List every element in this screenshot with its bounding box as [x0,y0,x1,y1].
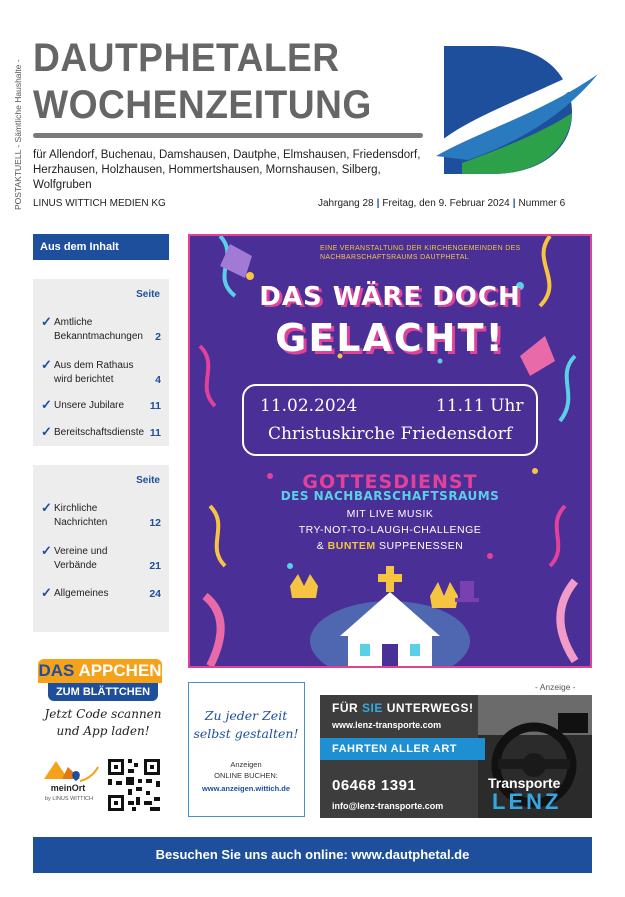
check-icon: ✓ [41,543,52,558]
side-postal-text: POSTAKTUELL - Sämtliche Haushalte - [13,59,23,210]
issue-volume: Jahrgang 28 [318,198,374,209]
contents-heading: Aus dem Inhalt [33,234,169,260]
app-call-to-action [33,706,173,740]
lenz-phone[interactable] [332,777,416,794]
lenz-phone-prefix: 06468 [332,777,377,794]
lenz-website[interactable]: www.lenz-transporte.com [332,720,442,730]
side-postal-note [2,40,23,210]
title-underline [33,133,423,138]
poster-feature-2: TRY-NOT-TO-LAUGH-CHALLENGE [298,524,482,536]
poster-feature-3 [190,540,590,552]
poster-place: Christuskirche Friedensdorf [267,424,513,444]
toc-item-label: Kirchliche Nachrichten [54,503,108,528]
poster-feature-3-highlight: BUNTEM [327,540,376,552]
page-column-label: Seite [136,289,160,300]
toc-item-label: Unsere Jubilare [54,400,125,411]
poster-organizer: EINE VERANSTALTUNG DER KIRCHENGEMEINDEN DES NACHBARSCHAFTSRAUMS DAUTPHETAL [320,245,521,261]
poster-info-box [242,384,538,456]
app-badge-prefix: DAS [38,661,75,680]
meinort-brand: meinOrt [50,783,86,793]
check-icon: ✓ [41,585,52,600]
contents-block-1 [33,279,169,446]
ad-label: - Anzeige - [535,682,576,692]
app-badge-subtitle: ZUM BLÄTTCHEN [48,683,158,701]
app-badge-word: APPCHEN [78,661,162,680]
app-cta-line1: Jetzt Code scannen [44,707,162,721]
newspaper-title-line1: DAUTPHETALER [33,36,340,80]
app-badge[interactable] [38,659,162,683]
toc-item-page: 11 [149,427,161,439]
check-icon: ✓ [41,357,52,372]
check-icon: ✓ [41,397,52,412]
toc-item-page: 4 [155,374,161,386]
lenz-headline-pre: FÜR [332,701,359,715]
towns-list [33,148,433,193]
lenz-phone-number: 1391 [380,777,417,794]
poster-service-line1: GOTTESDIENST [302,471,478,493]
issue-info [318,198,565,209]
issue-date: Freitag, den 9. Februar 2024 [382,198,510,209]
footer-website-banner[interactable]: Besuchen Sie uns auch online: www.dautphetal.de [33,837,592,873]
toc-item-page: 24 [149,588,161,600]
lenz-transport-ad[interactable] [320,695,592,818]
toc-item-label: Amtliche Bekanntmachungen [54,317,143,342]
poster-date: 11.02.2024 [260,396,358,416]
toc-item-page: 2 [155,331,161,343]
toc-item-label: Aus dem Rathaus wird berichtet [54,360,134,385]
check-icon: ✓ [41,424,52,439]
poster-title-line2: GELACHT! [275,316,505,360]
app-cta-line2: und App laden! [56,724,150,738]
lenz-brand-line1: Transporte [488,775,561,791]
publisher-name: LINUS WITTICH MEDIEN KG [33,198,166,209]
qr-code[interactable] [106,757,162,813]
lenz-brand-line2: LENZ [492,789,562,814]
toc-item-label: Bereitschaftsdienste [54,427,145,438]
lenz-headline [332,701,473,715]
dautphetal-logo [422,38,607,178]
toc-item-page: 11 [149,400,161,412]
lenz-email[interactable]: info@lenz-transporte.com [332,801,444,811]
towns-line-1: für Allendorf, Buchenau, Damshausen, Dautphe, Elmshausen, Friedensdorf, [33,149,421,161]
issue-number: Nummer 6 [518,198,566,209]
contents-block-2 [33,465,169,632]
poster-feature-3-suffix: SUPPENESSEN [379,540,464,552]
selfad-label: Anzeigen [230,760,262,769]
poster-title-line1: DAS WÄRE DOCH [259,282,521,312]
lenz-service-banner: FAHRTEN ALLER ART [320,738,485,760]
poster-service-line2: DES NACHBARSCHAFTSRAUMS [280,489,500,503]
toc-item-label: Allgemeines [54,588,109,599]
issue-separator-2: | [512,198,516,209]
selfad-slogan [189,707,303,743]
toc-item-label: Vereine und Verbände [54,546,108,571]
poster-time: 11.11 Uhr [436,396,524,416]
event-poster [188,234,592,668]
lenz-headline-post: UNTERWEGS! [386,701,474,715]
selfad-url[interactable]: www.anzeigen.wittich.de [201,784,291,793]
meinort-by: by LINUS WITTICH [45,796,93,802]
poster-feature-3-prefix: & [316,540,325,552]
towns-line-2: Herzhausen, Holzhausen, Hommertshausen, Mornshausen, Silberg, Wolfgruben [33,164,381,191]
check-icon: ✓ [41,500,52,515]
toc-item-page: 12 [149,517,161,529]
check-icon: ✓ [41,314,52,329]
page-column-label: Seite [136,475,160,486]
toc-item-page: 21 [149,560,161,572]
newspaper-title-line2: WOCHENZEITUNG [33,83,372,127]
issue-separator-1: | [376,198,380,209]
selfad-book-online: ONLINE BUCHEN: [214,771,278,780]
online-ad-booking[interactable] [188,682,305,817]
poster-feature-1: MIT LIVE MUSIK [346,508,434,520]
selfad-slogan-line1: Zu jeder Zeit [204,708,288,723]
selfad-slogan-line2: selbst gestalten! [193,726,299,741]
lenz-headline-highlight: SIE [362,701,383,715]
